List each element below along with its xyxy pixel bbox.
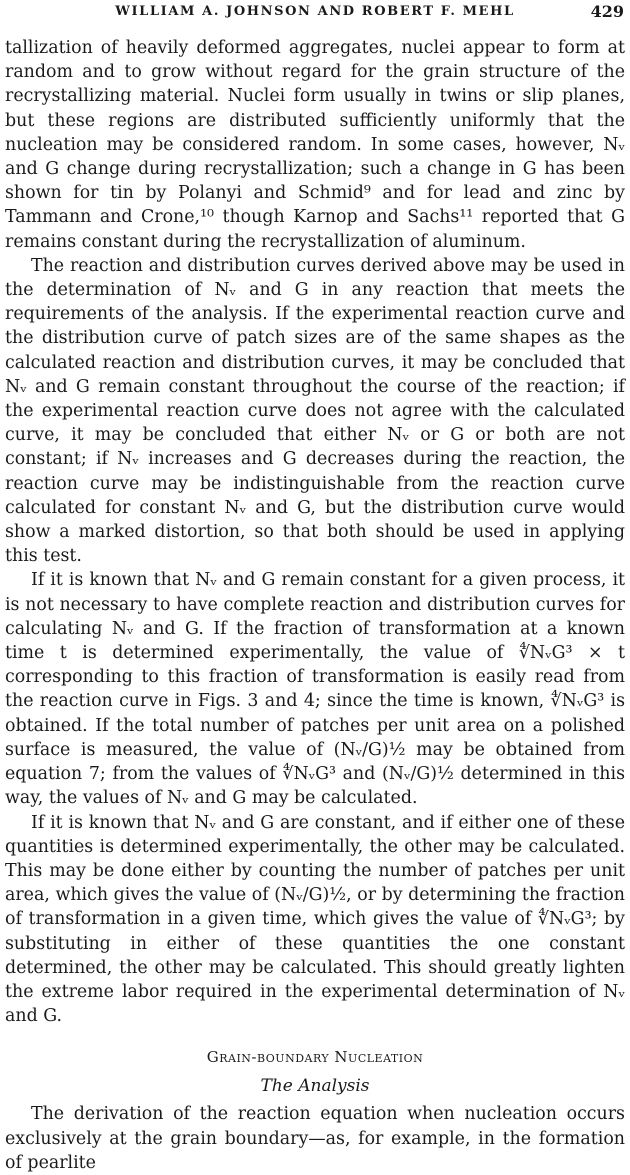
- page-number: 429: [590, 2, 624, 21]
- subsection-heading: The Analysis: [260, 1076, 370, 1097]
- paragraph-reaction-curves: The reaction and distribution curves derived above may be used in the determination of Nᵥ and G in any reaction that meets the requirements of the analysis. If the experimental reaction curve and the distribution curve of patch sizes are of the same shapes as the calculated reaction and distribution curves, it may be concluded that Nᵥ and G remain constant throughout the course of the reaction; if the experimental reaction curve does not agree with the calculated curve, it may be concluded that either Nᵥ or G or both are not constant; if Nᵥ increases and G decreases during the reaction, the reaction curve may be indistinguishable from the reaction curve calculated for constant Nᵥ and G, but the distribution curve would show a marked distortion, so that both should be used in applying this test.: [5, 255, 625, 567]
- paragraph-one-determined: If it is known that Nᵥ and G are constant, and if either one of these quantities is determined experimentally, the other may be calculated. This may be done either by counting the number of patches per unit area, which gives the value of (Nᵥ/G)½, or by determining the fraction of transformation in a given time, which gives the value of ∜NᵥG³; by substituting in either of these quantities the one constant determined, the other may be calculated. This should greatly lighten the extreme labor required in the experimental determination of Nᵥ and G.: [5, 812, 625, 1027]
- paragraph-continued: tallization of heavily deformed aggregates, nuclei appear to form at random and to grow without regard for the grain structure of the recrystallizing material. Nuclei form usually in twins or slip planes, but these regions are distributed sufficiently uniformly that the nucleation may be considered random. In some cases, however, Nᵥ and G change during recrystallization; such a change in G has been shown for tin by Polanyi and Schmid⁹ and for lead and zinc by Tammann and Crone,¹⁰ though Karnop and Sachs¹¹ reported that G remains constant during the recrystallization of aluminum.: [5, 38, 625, 252]
- paragraph-constant-known: If it is known that Nᵥ and G remain constant for a given process, it is not necessary to have complete reaction and distribution curves for calculating Nᵥ and G. If the fraction of transformation at a known time t is determined experimentally, the value of ∜NᵥG³ × t corresponding to this fraction of transformation is easily read from the reaction curve in Figs. 3 and 4; since the time is known, ∜NᵥG³ is obtained. If the total number of patches per unit area on a polished surface is measured, the value of (Nᵥ/G)½ may be obtained from equation 7; from the values of ∜NᵥG³ and (Nᵥ/G)½ determined in this way, the values of Nᵥ and G may be calculated.: [5, 570, 625, 809]
- page-header: [0, 0, 630, 30]
- paragraph-derivation: The derivation of the reaction equation when nucleation occurs exclusively at the grain boundary—as, for example, in the formation of pearlite: [5, 1104, 625, 1173]
- article-body: [5, 36, 625, 1175]
- running-head: WILLIAM A. JOHNSON AND ROBERT F. MEHL: [115, 4, 515, 19]
- section-heading: Grain-boundary Nucleation: [206, 1048, 424, 1067]
